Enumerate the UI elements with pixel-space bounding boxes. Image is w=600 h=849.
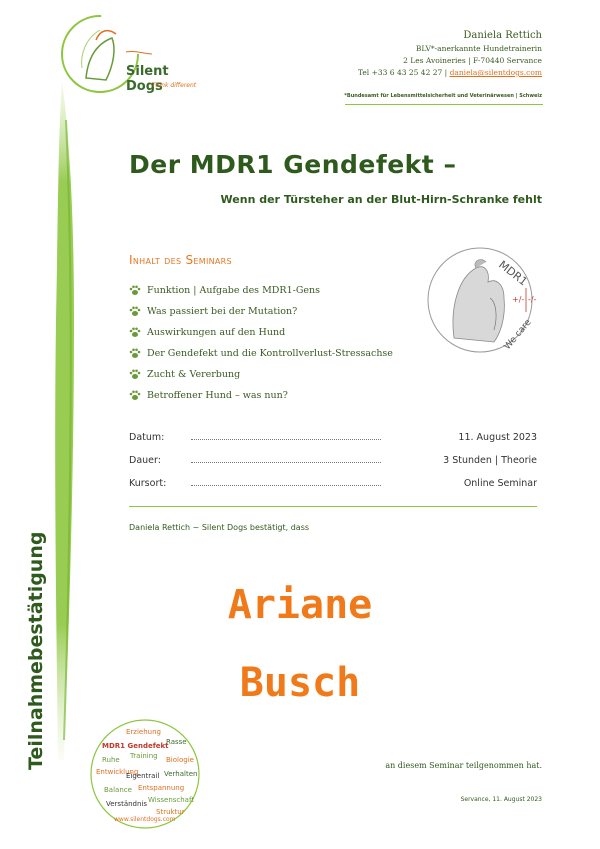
word-cloud — [90, 718, 200, 830]
list-item — [129, 301, 393, 322]
date-label: Datum: — [129, 432, 165, 443]
topic-list — [129, 280, 393, 406]
duration-value: 3 Stunden | Theorie — [443, 455, 537, 466]
list-item — [129, 343, 393, 364]
cloud-word: Verständnis — [106, 800, 148, 808]
header-divider — [345, 104, 543, 105]
mdr1-badge — [424, 238, 546, 360]
cloud-website: www.silentdogs.com — [114, 816, 176, 823]
info-divider — [129, 506, 537, 507]
paw-icon — [129, 390, 141, 401]
cloud-word: Erziehung — [126, 728, 161, 736]
badge-plus-minus: +/- — [512, 295, 525, 304]
topic-text: Funktion | Aufgabe des MDR1-Gens — [147, 285, 321, 296]
cloud-word: Eigentrail — [126, 772, 160, 780]
list-item — [129, 364, 393, 385]
dotted-leader — [191, 430, 381, 440]
topic-text: Betroffener Hund – was nun? — [147, 390, 288, 401]
document-subtitle: Wenn der Türsteher an der Blut-Hirn-Schranke fehlt — [220, 193, 542, 206]
contact-phone: Tel +33 6 43 25 42 27 | — [357, 68, 450, 77]
location-row — [129, 476, 537, 499]
cloud-word: Struktur — [156, 808, 185, 816]
paw-icon — [129, 369, 141, 380]
topic-text: Auswirkungen auf den Hund — [147, 327, 286, 338]
cloud-word: Ruhe — [102, 756, 120, 764]
cloud-word: Entwicklung — [96, 768, 139, 776]
cloud-word: Verhalten — [164, 770, 198, 778]
seminar-heading: Inhalt des Seminars — [129, 253, 232, 267]
cloud-word: MDR1 Gendefekt — [102, 742, 169, 750]
vertical-certificate-title: Teilnahmebestätigung — [25, 531, 47, 770]
cloud-word: Rasse — [166, 738, 187, 746]
participant-last-name: Busch — [239, 660, 361, 706]
dotted-leader — [191, 453, 381, 463]
date-value: 11. August 2023 — [458, 432, 537, 443]
location-value: Online Seminar — [463, 478, 537, 489]
dotted-leader — [191, 476, 381, 486]
contact-qualification: BLV*-anerkannte Hundetrainerin — [415, 44, 542, 53]
document-title: Der MDR1 Gendefekt – — [129, 150, 457, 179]
badge-bottom-text: We care — [502, 317, 534, 352]
participant-first-name: Ariane — [227, 582, 373, 628]
list-item — [129, 280, 393, 301]
logo-tagline: Think different — [152, 82, 197, 89]
footnote: *Bundesamt für Lebensmittelsicherheit und Veterinärwesen | Schweiz — [344, 93, 542, 99]
topic-text: Zucht & Vererbung — [147, 369, 241, 380]
confirmation-text: Daniela Rettich ~ Silent Dogs bestätigt, dass — [129, 523, 310, 532]
place-and-date: Servance, 11. August 2023 — [460, 796, 542, 803]
badge-top-text: MDR1 — [496, 258, 530, 289]
paw-icon — [129, 348, 141, 359]
cloud-word: Balance — [104, 786, 132, 794]
contact-phone-line — [358, 67, 542, 79]
contact-block — [358, 28, 542, 79]
cloud-word: Biologie — [166, 756, 194, 764]
duration-label: Dauer: — [129, 455, 161, 466]
date-row — [129, 430, 537, 453]
location-label: Kursort: — [129, 478, 167, 489]
green-brush-stripe — [44, 80, 84, 760]
list-item — [129, 322, 393, 343]
cloud-word: Wissenschaft — [148, 796, 195, 804]
list-item — [129, 385, 393, 406]
contact-address: 2 Les Avoineries | F-70440 Servance — [403, 56, 542, 65]
topic-text: Was passiert bei der Mutation? — [147, 306, 298, 317]
contact-name: Daniela Rettich — [463, 30, 542, 41]
contact-email-link[interactable]: daniela@silentdogs.com — [449, 68, 542, 77]
logo-brand-name: Silent Dogs — [126, 64, 169, 94]
silent-dogs-logo — [56, 8, 206, 103]
topic-text: Der Gendefekt und die Kontrollverlust-Stressachse — [147, 348, 393, 359]
seminar-info — [129, 430, 537, 499]
duration-row — [129, 453, 537, 476]
cloud-word: Training — [130, 752, 158, 760]
paw-icon — [129, 285, 141, 296]
paw-icon — [129, 327, 141, 338]
closing-text: an diesem Seminar teilgenommen hat. — [385, 761, 542, 770]
paw-icon — [129, 306, 141, 317]
cloud-word: Entspannung — [138, 784, 185, 792]
badge-minus-minus: -/- — [528, 295, 537, 304]
